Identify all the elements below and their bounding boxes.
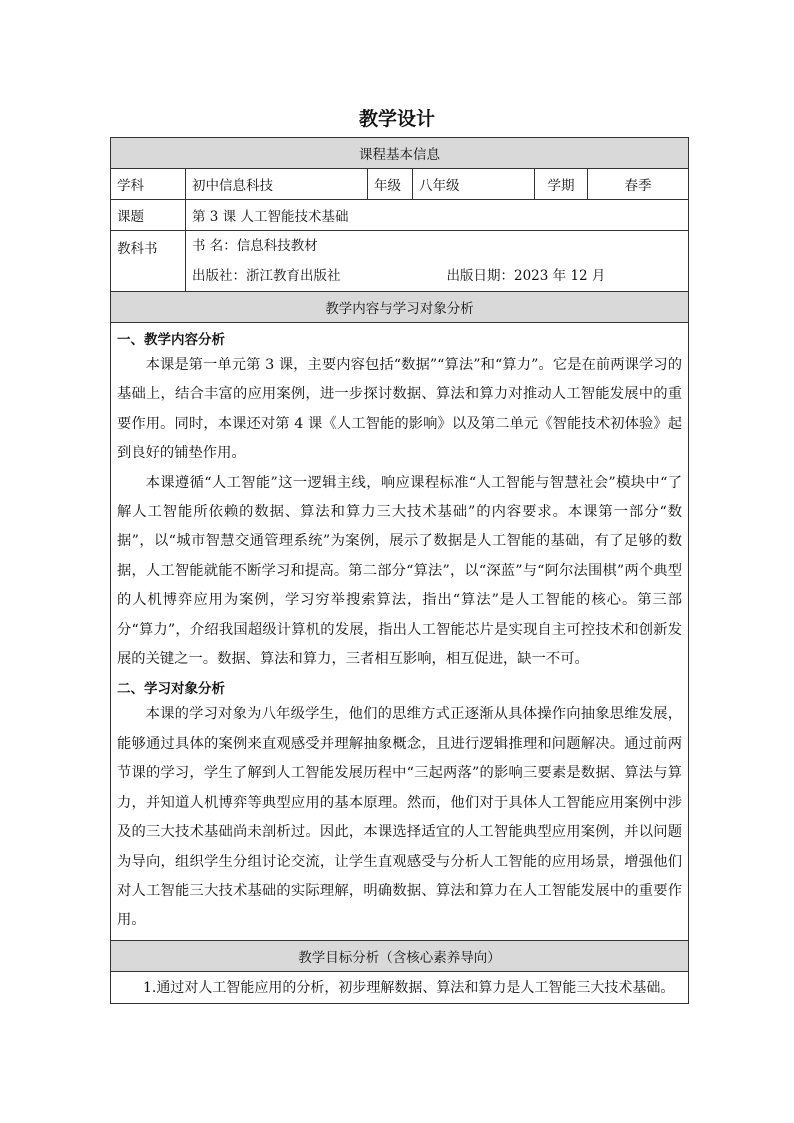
content-paragraph: 本课是第一单元第 3 课，主要内容包括“数据”“算法”和“算力”。它是在前两课学习的基础上，结合丰富的应用案例，进一步探讨数据、算法和算力对推动人工智能发展中的重要作用。同时，本课还对第 4 课《人工智能的影响》以及第二单元《智能技术初体验》起到良好的铺垫作用。	[117, 357, 683, 462]
publisher: 出版社：浙江教育出版社	[192, 268, 341, 284]
learner-paragraph: 本课的学习对象为八年级学生，他们的思维方式正逐渐从具体操作向抽象思维发展，能够通过具体的案例来直观感受并理解抽象概念，且进行逻辑推理和问题解决。通过前两节课的学习，学生了解到人工智能发展历程中“三起两落”的影响三要素是数据、算法与算力，并知道人机博弈等典型应用的基本原理。然而，他们对于具体人工智能应用案例中涉及的三大技术基础尚未剖析过。因此，本课选择适宜的人工智能典型应用案例，并以问题为导向，组织学生分组讨论交流，让学生直观感受与分析人工智能的应用场景，增强他们对人工智能三大技术基础的实际理解，明确数据、算法和算力在人工智能发展中的重要作用。	[117, 706, 683, 929]
document-title: 教学设计	[358, 108, 435, 130]
grade-label: 年级	[368, 169, 413, 200]
objective-item: 1.通过对人工智能应用的分析，初步理解数据、算法和算力是人工智能三大技术基础。	[111, 971, 689, 1003]
lesson-label: 课题	[111, 200, 186, 231]
textbook-info	[186, 231, 689, 292]
learner-analysis-heading: 二、学习对象分析	[117, 681, 225, 698]
term-value: 春季	[588, 169, 689, 200]
publish-date: 出版日期：2023 年 12 月	[446, 268, 606, 284]
section-header-analysis: 教学内容与学习对象分析	[111, 292, 689, 323]
content-analysis-heading: 一、教学内容分析	[117, 332, 225, 348]
book-name: 书 名：信息科技教材	[192, 238, 318, 254]
textbook-label: 教科书	[111, 231, 186, 292]
analysis-content	[111, 323, 689, 941]
subject-label: 学科	[111, 169, 186, 200]
term-label: 学期	[535, 169, 588, 200]
section-header-basic-info: 课程基本信息	[111, 138, 689, 169]
section-header-objectives: 教学目标分析（含核心素养导向）	[111, 940, 689, 971]
lesson-design-table	[110, 137, 689, 1004]
grade-value: 八年级	[413, 169, 535, 200]
subject-value: 初中信息科技	[186, 169, 368, 200]
content-paragraph: 本课遵循“人工智能”这一逻辑主线，响应课程标准“人工智能与智慧社会”模块中“了解人工智能所依赖的数据、算法和算力三大技术基础”的内容要求。本课第一部分“数据”，以“城市智慧交通管理系统”为案例，展示了数据是人工智能的基础，有了足够的数据，人工智能就能不断学习和提高。第二部分“算法”，以“深蓝”与“阿尔法围棋”两个典型的人机博弈应用为案例，学习穷举搜索算法，指出“算法”是人工智能的核心。第三部分“算力”，介绍我国超级计算机的发展，指出人工智能芯片是实现自主可控技术和创新发展的关键之一。数据、算法和算力，三者相互影响，相互促进，缺一不可。	[117, 474, 683, 668]
publisher-line	[186, 261, 688, 291]
lesson-value: 第 3 课 人工智能技术基础	[186, 200, 689, 231]
